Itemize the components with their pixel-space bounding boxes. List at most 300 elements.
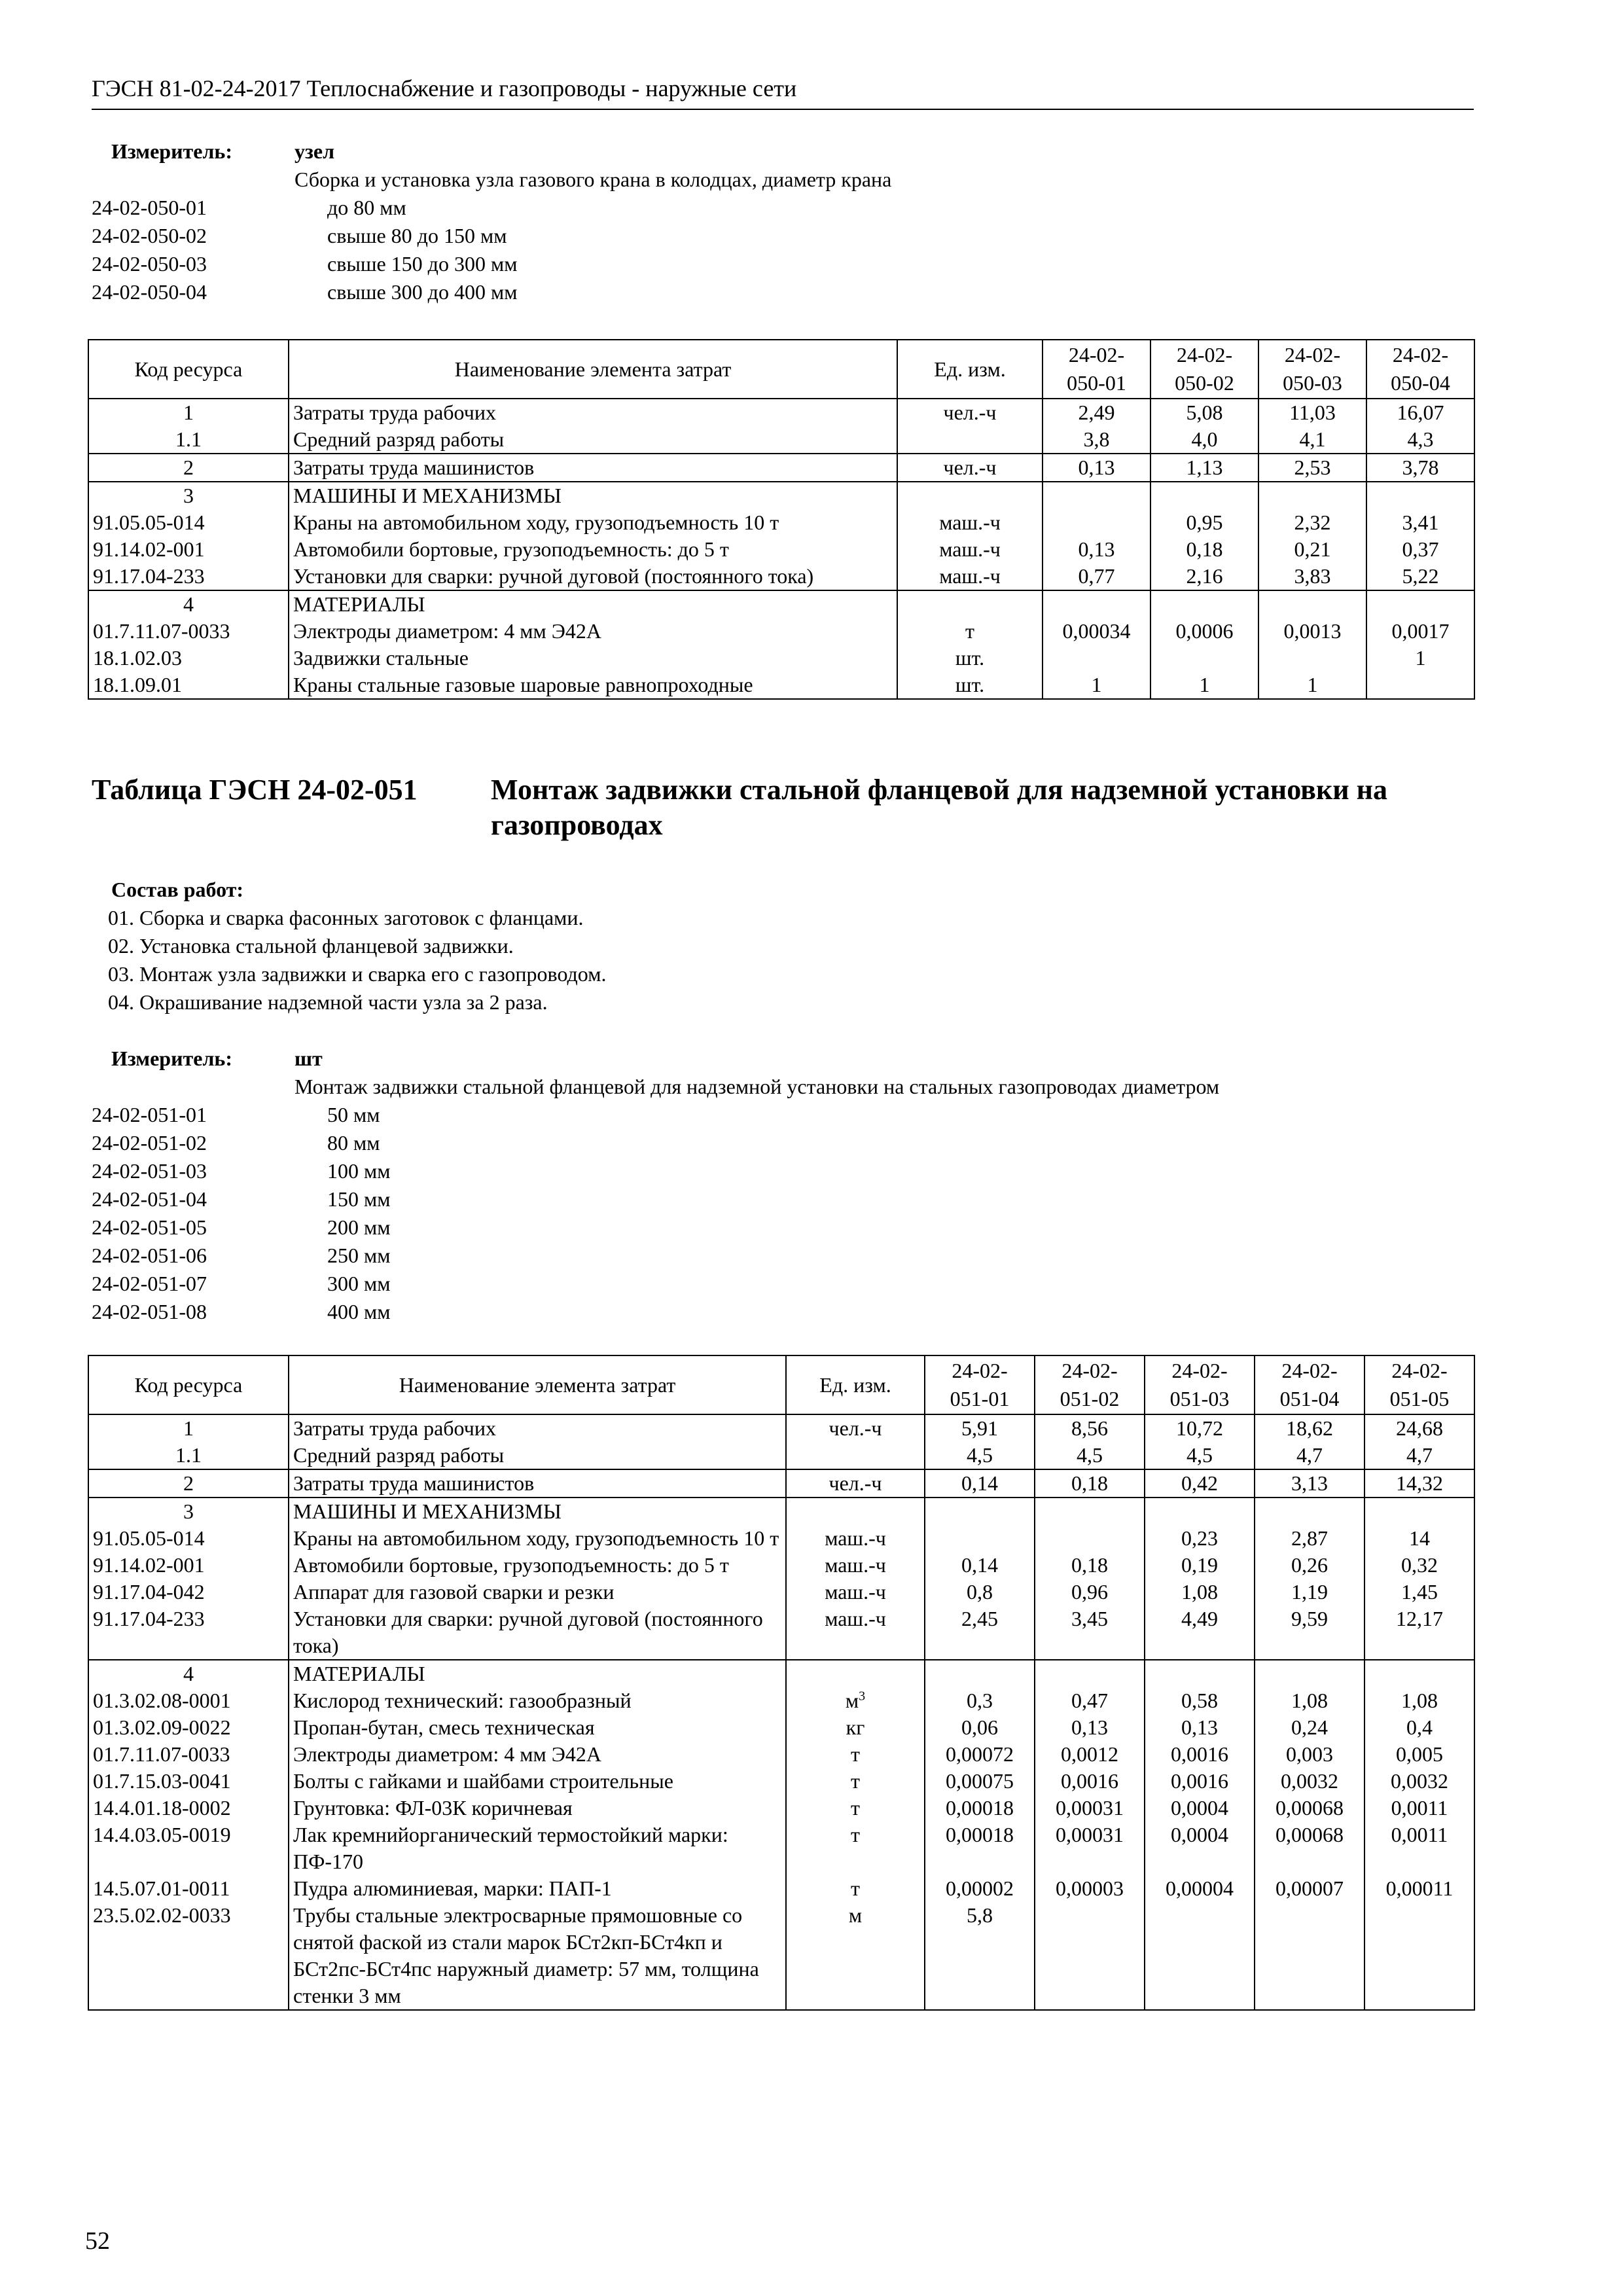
row-value: 3,83	[1258, 563, 1366, 590]
row-value	[1145, 1902, 1255, 2010]
row-unit	[786, 1768, 925, 1795]
meter-item	[92, 1242, 1466, 1270]
meter-label: Измеритель:	[111, 1047, 232, 1070]
row-value	[1043, 590, 1150, 618]
table-row	[88, 1442, 1474, 1469]
row-unit-text: т	[851, 1796, 860, 1820]
meter-description: Монтаж задвижки стальной фланцевой для надземной установки на стальных газопроводах диаметром	[294, 1075, 1220, 1098]
row-value: 0,06	[925, 1714, 1035, 1741]
row-code: 01.7.11.07-0033	[88, 1741, 289, 1768]
row-unit-text: м	[845, 1689, 859, 1712]
row-value: 0,4	[1364, 1714, 1474, 1741]
row-name: Лак кремнийорганический термостойкий марки: ПФ-170	[289, 1821, 786, 1875]
row-value: 0,005	[1364, 1741, 1474, 1768]
row-name: Затраты труда рабочих	[289, 399, 897, 426]
row-value: 8,56	[1035, 1414, 1145, 1442]
table-row	[88, 1552, 1474, 1579]
row-unit	[897, 454, 1043, 482]
row-unit-text: маш.-ч	[825, 1580, 886, 1604]
row-value: 5,8	[925, 1902, 1035, 2010]
meter-item-text: 200 мм	[327, 1215, 391, 1239]
row-value: 0,0004	[1145, 1795, 1255, 1821]
row-value: 0,00007	[1255, 1875, 1364, 1902]
row-value: 0,3	[925, 1687, 1035, 1714]
meter-row	[92, 1045, 1466, 1073]
row-value: 4,1	[1258, 426, 1366, 454]
row-code: 14.5.07.01-0011	[88, 1875, 289, 1902]
meter-item	[92, 1213, 1466, 1242]
row-value: 0,0016	[1145, 1768, 1255, 1795]
row-value: 0,00004	[1145, 1875, 1255, 1902]
row-unit	[786, 1469, 925, 1498]
meter-item-code: 24-02-051-06	[92, 1244, 207, 1267]
row-value: 2,16	[1150, 563, 1258, 590]
row-value	[1364, 1660, 1474, 1687]
row-value: 18,62	[1255, 1414, 1364, 1442]
row-name: Автомобили бортовые, грузоподъемность: до 5 т	[289, 536, 897, 563]
row-value: 9,59	[1255, 1605, 1364, 1660]
row-unit	[786, 1741, 925, 1768]
meter-item-code: 24-02-051-05	[92, 1215, 207, 1239]
row-value: 0,00075	[925, 1768, 1035, 1795]
table-row	[88, 1414, 1474, 1442]
row-value: 3,45	[1035, 1605, 1145, 1660]
row-value: 0,00031	[1035, 1795, 1145, 1821]
row-value: 16,07	[1366, 399, 1474, 426]
row-value: 0,19	[1145, 1552, 1255, 1579]
row-code: 14.4.03.05-0019	[88, 1821, 289, 1875]
row-code: 4	[88, 590, 289, 618]
meter-description: Сборка и установка узла газового крана в колодцах, диаметр крана	[294, 168, 892, 191]
row-value	[1150, 645, 1258, 672]
meter-items	[92, 1101, 1466, 1326]
row-value: 1,19	[1255, 1579, 1364, 1605]
meter-item-code: 24-02-051-02	[92, 1131, 207, 1155]
row-value: 10,72	[1145, 1414, 1255, 1442]
row-value: 14	[1364, 1525, 1474, 1552]
row-value	[1255, 1660, 1364, 1687]
header-col-2: 24-02- 050-02	[1150, 340, 1258, 399]
row-value	[925, 1660, 1035, 1687]
meter-item	[92, 1157, 1466, 1185]
row-unit	[786, 1660, 925, 1687]
meter-item-code: 24-02-050-04	[92, 280, 207, 304]
works-item-text: 02. Установка стальной фланцевой задвижки.	[108, 934, 514, 958]
row-value: 0,0016	[1145, 1741, 1255, 1768]
table-row	[88, 399, 1474, 426]
row-value: 1	[1258, 672, 1366, 699]
row-unit-text: маш.-ч	[939, 511, 1001, 534]
meter-item-text: свыше 300 до 400 мм	[327, 280, 518, 304]
meter-item-text: 50 мм	[327, 1103, 380, 1126]
meter-block-051	[92, 1045, 1466, 1326]
row-value: 0,00018	[925, 1821, 1035, 1875]
row-value: 0,95	[1150, 509, 1258, 536]
row-name: Средний разряд работы	[289, 426, 897, 454]
meter-item-code: 24-02-050-03	[92, 252, 207, 276]
header-name: Наименование элемента затрат	[289, 340, 897, 399]
row-unit-text: шт.	[955, 673, 985, 696]
row-code: 18.1.02.03	[88, 645, 289, 672]
row-value: 0,00068	[1255, 1795, 1364, 1821]
row-unit-text: чел.-ч	[943, 401, 997, 424]
row-unit-text: т	[851, 1823, 860, 1846]
meter-block-050	[92, 137, 1335, 306]
row-unit-text: чел.-ч	[829, 1416, 882, 1440]
row-unit	[786, 1525, 925, 1552]
table-row	[88, 1821, 1474, 1875]
row-name: МАШИНЫ И МЕХАНИЗМЫ	[289, 482, 897, 509]
row-code: 01.7.15.03-0041	[88, 1768, 289, 1795]
header-col-1: 24-02- 051-01	[925, 1355, 1035, 1414]
row-name: Краны на автомобильном ходу, грузоподъемность 10 т	[289, 1525, 786, 1552]
row-value	[1043, 509, 1150, 536]
works-item	[92, 904, 1335, 932]
row-value: 0,13	[1035, 1714, 1145, 1741]
row-unit	[786, 1795, 925, 1821]
row-value: 0,00031	[1035, 1821, 1145, 1875]
row-value: 12,17	[1364, 1605, 1474, 1660]
row-unit	[786, 1687, 925, 1714]
row-value: 0,21	[1258, 536, 1366, 563]
meter-item-code: 24-02-051-07	[92, 1272, 207, 1295]
row-code: 91.05.05-014	[88, 509, 289, 536]
table-row	[88, 1687, 1474, 1714]
header-col-3: 24-02- 051-03	[1145, 1355, 1255, 1414]
row-value: 0,26	[1255, 1552, 1364, 1579]
row-value	[1035, 1498, 1145, 1525]
meter-description-row	[92, 1073, 1466, 1101]
row-unit	[786, 1579, 925, 1605]
row-unit-superscript: 3	[859, 1689, 866, 1704]
row-code: 91.17.04-042	[88, 1579, 289, 1605]
table-row	[88, 536, 1474, 563]
row-code: 23.5.02.02-0033	[88, 1902, 289, 2010]
header-code: Код ресурса	[88, 340, 289, 399]
meter-item	[92, 278, 1335, 306]
row-value: 0,00002	[925, 1875, 1035, 1902]
table-title-text: Монтаж задвижки стальной фланцевой для надземной установки на газопроводах	[491, 774, 1387, 841]
row-value: 0,0004	[1145, 1821, 1255, 1875]
meter-description-row	[92, 166, 1335, 194]
meter-item-text: 250 мм	[327, 1244, 391, 1267]
row-unit-text: маш.-ч	[825, 1526, 886, 1550]
row-value: 0,00068	[1255, 1821, 1364, 1875]
header-name: Наименование элемента затрат	[289, 1355, 786, 1414]
row-unit	[897, 399, 1043, 426]
meter-item-code: 24-02-051-08	[92, 1300, 207, 1323]
row-value	[1150, 482, 1258, 509]
table-title-label: Таблица ГЭСН 24-02-051	[92, 774, 418, 806]
row-unit	[786, 1902, 925, 2010]
works-item	[92, 988, 1335, 1016]
meter-item-code: 24-02-051-04	[92, 1187, 207, 1211]
row-unit	[897, 482, 1043, 509]
row-code: 3	[88, 482, 289, 509]
row-value	[1255, 1498, 1364, 1525]
row-value	[1035, 1525, 1145, 1552]
row-value: 0,14	[925, 1469, 1035, 1498]
works-label: Состав работ:	[111, 878, 244, 901]
works-item-text: 03. Монтаж узла задвижки и сварка его с газопроводом.	[108, 962, 607, 986]
row-value: 1	[1150, 672, 1258, 699]
row-value: 0,8	[925, 1579, 1035, 1605]
row-code: 1	[88, 1414, 289, 1442]
table-row	[88, 509, 1474, 536]
meter-item	[92, 250, 1335, 278]
row-name: Краны на автомобильном ходу, грузоподъемность 10 т	[289, 509, 897, 536]
header-col-5: 24-02- 051-05	[1364, 1355, 1474, 1414]
row-value	[1145, 1660, 1255, 1687]
row-value: 3,41	[1366, 509, 1474, 536]
works-item	[92, 932, 1335, 960]
table-row	[88, 1498, 1474, 1525]
meter-item-code: 24-02-050-01	[92, 196, 207, 219]
row-code: 2	[88, 454, 289, 482]
table-row	[88, 426, 1474, 454]
row-unit	[897, 645, 1043, 672]
table-row	[88, 1525, 1474, 1552]
row-value	[1258, 590, 1366, 618]
row-unit	[897, 563, 1043, 590]
table-header-row	[88, 1355, 1474, 1414]
table-row	[88, 454, 1474, 482]
table-row	[88, 1741, 1474, 1768]
meter-item-code: 24-02-050-02	[92, 224, 207, 247]
row-name: Пропан-бутан, смесь техническая	[289, 1714, 786, 1741]
meter-items	[92, 194, 1335, 306]
works-items	[92, 904, 1335, 1016]
row-value: 0,18	[1035, 1469, 1145, 1498]
row-value: 2,49	[1043, 399, 1150, 426]
page-number: 52	[85, 2227, 110, 2255]
row-value	[1035, 1660, 1145, 1687]
row-code: 01.3.02.09-0022	[88, 1714, 289, 1741]
row-name: Аппарат для газовой сварки и резки	[289, 1579, 786, 1605]
meter-item-text: до 80 мм	[327, 196, 406, 219]
row-value: 4,3	[1366, 426, 1474, 454]
row-unit-text: т	[851, 1876, 860, 1900]
row-value: 0,00003	[1035, 1875, 1145, 1902]
row-value: 0,003	[1255, 1741, 1364, 1768]
row-unit-text: кг	[846, 1715, 865, 1739]
row-value: 2,87	[1255, 1525, 1364, 1552]
row-unit-text: чел.-ч	[829, 1471, 882, 1495]
header-col-1: 24-02- 050-01	[1043, 340, 1150, 399]
row-name: Автомобили бортовые, грузоподъемность: до 5 т	[289, 1552, 786, 1579]
meter-item	[92, 1298, 1466, 1326]
row-unit	[786, 1552, 925, 1579]
meter-item	[92, 1101, 1466, 1129]
row-unit-text: маш.-ч	[939, 537, 1001, 561]
row-value: 0,0032	[1364, 1768, 1474, 1795]
row-value: 0,0032	[1255, 1768, 1364, 1795]
row-value: 24,68	[1364, 1414, 1474, 1442]
table-row	[88, 590, 1474, 618]
header-col-2: 24-02- 051-02	[1035, 1355, 1145, 1414]
meter-item-text: 100 мм	[327, 1159, 391, 1183]
row-name: Болты с гайками и шайбами строительные	[289, 1768, 786, 1795]
row-value: 0,47	[1035, 1687, 1145, 1714]
row-value: 0,24	[1255, 1714, 1364, 1741]
meter-item-text: 300 мм	[327, 1272, 391, 1295]
row-name: Электроды диаметром: 4 мм Э42А	[289, 1741, 786, 1768]
row-value: 3,13	[1255, 1469, 1364, 1498]
row-value: 0,77	[1043, 563, 1150, 590]
row-value: 3,8	[1043, 426, 1150, 454]
row-value: 4,0	[1150, 426, 1258, 454]
row-code: 91.17.04-233	[88, 563, 289, 590]
row-unit-text: т	[851, 1769, 860, 1793]
works-item-text: 04. Окрашивание надземной части узла за 2 раза.	[108, 990, 548, 1014]
row-value: 0,00034	[1043, 618, 1150, 645]
row-unit	[897, 618, 1043, 645]
table-row	[88, 482, 1474, 509]
row-value: 0,18	[1150, 536, 1258, 563]
row-name: Трубы стальные электросварные прямошовные со снятой фаской из стали марок БСт2кп-БСт4кп и БСт2пс-БСт4пс наружный диаметр: 57 мм, толщина стенки 3 мм	[289, 1902, 786, 2010]
table-row	[88, 1660, 1474, 1687]
row-code: 3	[88, 1498, 289, 1525]
row-value: 1,13	[1150, 454, 1258, 482]
row-name: Установки для сварки: ручной дуговой (постоянного тока)	[289, 1605, 786, 1660]
row-value: 4,49	[1145, 1605, 1255, 1660]
meter-item	[92, 194, 1335, 222]
row-value: 0,0011	[1364, 1821, 1474, 1875]
row-unit	[897, 590, 1043, 618]
row-unit	[786, 1714, 925, 1741]
table-row	[88, 1469, 1474, 1498]
row-value: 0,0013	[1258, 618, 1366, 645]
table-row	[88, 1768, 1474, 1795]
header-col-3: 24-02- 050-03	[1258, 340, 1366, 399]
row-value: 0,58	[1145, 1687, 1255, 1714]
meter-item	[92, 1270, 1466, 1298]
meter-label: Измеритель:	[111, 139, 232, 163]
row-value	[1258, 645, 1366, 672]
row-value: 0,0011	[1364, 1795, 1474, 1821]
meter-item-code: 24-02-051-01	[92, 1103, 207, 1126]
row-value	[1035, 1902, 1145, 2010]
norm-table-051	[88, 1355, 1475, 2011]
table-title	[92, 772, 1474, 851]
row-value	[1043, 645, 1150, 672]
row-name: Грунтовка: ФЛ-03К коричневая	[289, 1795, 786, 1821]
row-code: 91.14.02-001	[88, 536, 289, 563]
row-unit-text: м	[848, 1903, 863, 1927]
table-row	[88, 1875, 1474, 1902]
works-item-text: 01. Сборка и сварка фасонных заготовок с фланцами.	[108, 906, 584, 929]
header-col-4: 24-02- 050-04	[1366, 340, 1474, 399]
table-row	[88, 645, 1474, 672]
row-name: Средний разряд работы	[289, 1442, 786, 1469]
row-name: Установки для сварки: ручной дуговой (постоянного тока)	[289, 563, 897, 590]
row-unit	[897, 672, 1043, 699]
row-code: 1	[88, 399, 289, 426]
row-value: 1,08	[1145, 1579, 1255, 1605]
meter-item-text: 150 мм	[327, 1187, 391, 1211]
row-value: 0,32	[1364, 1552, 1474, 1579]
row-value	[925, 1498, 1035, 1525]
row-value: 11,03	[1258, 399, 1366, 426]
row-value: 4,7	[1364, 1442, 1474, 1469]
row-unit	[786, 1821, 925, 1875]
row-unit-text: маш.-ч	[825, 1607, 886, 1630]
row-unit	[786, 1875, 925, 1902]
meter-row	[92, 137, 1335, 166]
row-value: 0,00018	[925, 1795, 1035, 1821]
header-unit: Ед. изм.	[897, 340, 1043, 399]
row-value: 0,13	[1145, 1714, 1255, 1741]
works-item	[92, 960, 1335, 988]
row-value	[1043, 482, 1150, 509]
row-value: 0,0017	[1366, 618, 1474, 645]
row-value: 1,08	[1255, 1687, 1364, 1714]
row-value	[1366, 590, 1474, 618]
row-unit	[786, 1442, 925, 1469]
row-unit-text: т	[851, 1742, 860, 1766]
row-code: 18.1.09.01	[88, 672, 289, 699]
row-value: 3,78	[1366, 454, 1474, 482]
row-name: Задвижки стальные	[289, 645, 897, 672]
header-code: Код ресурса	[88, 1355, 289, 1414]
row-code: 1.1	[88, 1442, 289, 1469]
row-name: МАШИНЫ И МЕХАНИЗМЫ	[289, 1498, 786, 1525]
row-unit-text: маш.-ч	[939, 564, 1001, 588]
meter-item-text: 400 мм	[327, 1300, 391, 1323]
row-code: 91.14.02-001	[88, 1552, 289, 1579]
row-name: МАТЕРИАЛЫ	[289, 590, 897, 618]
row-value: 0,37	[1366, 536, 1474, 563]
meter-item	[92, 1129, 1466, 1157]
row-value: 0,18	[1035, 1552, 1145, 1579]
row-code: 14.4.01.18-0002	[88, 1795, 289, 1821]
row-value: 4,7	[1255, 1442, 1364, 1469]
table-row	[88, 563, 1474, 590]
row-name: Краны стальные газовые шаровые равнопроходные	[289, 672, 897, 699]
row-value	[1364, 1902, 1474, 2010]
row-name: МАТЕРИАЛЫ	[289, 1660, 786, 1687]
row-name: Кислород технический: газообразный	[289, 1687, 786, 1714]
meter-item-code: 24-02-051-03	[92, 1159, 207, 1183]
row-name: Затраты труда рабочих	[289, 1414, 786, 1442]
row-unit	[897, 426, 1043, 454]
row-value: 0,13	[1043, 536, 1150, 563]
row-value: 2,53	[1258, 454, 1366, 482]
row-code: 01.7.11.07-0033	[88, 618, 289, 645]
row-value: 5,22	[1366, 563, 1474, 590]
norm-table-050	[88, 339, 1475, 700]
row-code: 1.1	[88, 426, 289, 454]
row-value: 0,0012	[1035, 1741, 1145, 1768]
row-value: 14,32	[1364, 1469, 1474, 1498]
row-value: 0,00072	[925, 1741, 1035, 1768]
works-block	[92, 876, 1335, 1016]
row-code: 4	[88, 1660, 289, 1687]
row-value: 4,5	[1145, 1442, 1255, 1469]
row-value: 0,42	[1145, 1469, 1255, 1498]
row-unit	[897, 536, 1043, 563]
table-row	[88, 1714, 1474, 1741]
row-value	[1364, 1498, 1474, 1525]
row-value: 4,5	[925, 1442, 1035, 1469]
row-value: 0,00011	[1364, 1875, 1474, 1902]
row-value	[925, 1525, 1035, 1552]
row-unit-text: маш.-ч	[825, 1553, 886, 1577]
row-name: Затраты труда машинистов	[289, 454, 897, 482]
table-row	[88, 1795, 1474, 1821]
row-unit	[786, 1498, 925, 1525]
row-value: 1,08	[1364, 1687, 1474, 1714]
